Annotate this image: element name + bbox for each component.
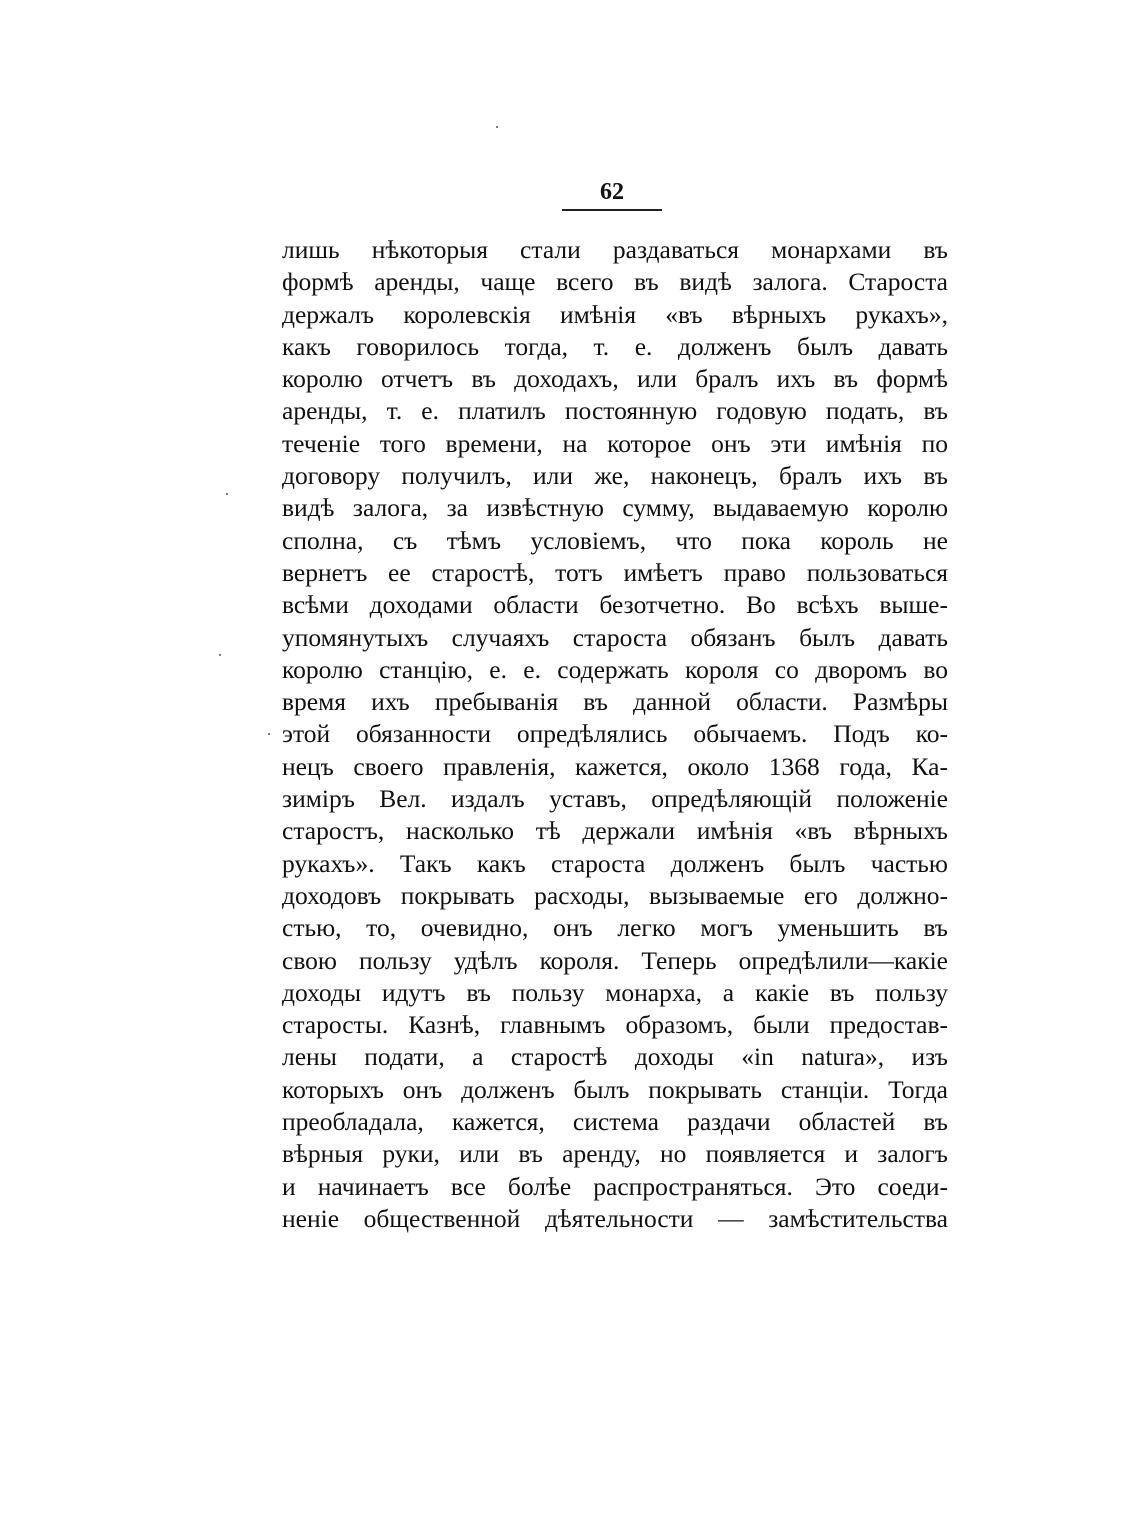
print-speck [268, 733, 270, 735]
text-line: королю станцію, е. е. содержать короля со дворомъ во [282, 654, 948, 684]
text-line: лишь нѣкоторыя стали раздаваться монархами въ [282, 235, 948, 264]
text-line: лены подати, а старостѣ доходы «in natura», изъ [282, 1042, 948, 1072]
text-line: держалъ королевскія имѣнія «въ вѣрныхъ рукахъ», [282, 299, 948, 329]
text-line: преобладала, кажется, система раздачи областей въ [282, 1107, 948, 1137]
text-line: старосты. Казнѣ, главнымъ образомъ, были предостав- [282, 1010, 948, 1040]
text-line: вѣрныя руки, или въ аренду, но появляется и залогъ [282, 1139, 948, 1169]
text-line: аренды, т. е. платилъ постоянную годовую подать, въ [282, 396, 948, 426]
text-line: этой обязанности опредѣлялись обычаемъ. Подъ ко- [282, 719, 948, 749]
text-line: какъ говорилось тогда, т. е. долженъ былъ давать [282, 331, 948, 361]
text-line: вернетъ ее старостѣ, тотъ имѣетъ право пользоваться [282, 557, 948, 587]
text-line: всѣми доходами области безотчетно. Во всѣхъ выше- [282, 590, 948, 620]
text-line: стью, то, очевидно, онъ легко могъ уменьшить въ [282, 913, 948, 943]
text-line: видѣ залога, за извѣстную сумму, выдаваемую королю [282, 493, 948, 523]
text-line: сполна, съ тѣмъ условіемъ, что пока король не [282, 525, 948, 555]
text-line: зиміръ Вел. издалъ уставъ, опредѣляющій положеніе [282, 784, 948, 814]
text-line: рукахъ». Такъ какъ староста долженъ былъ частью [282, 848, 948, 878]
text-line: доходовъ покрывать расходы, вызываемые его должно- [282, 880, 948, 910]
text-line: время ихъ пребыванія въ данной области. Размѣры [282, 687, 948, 717]
print-speck [226, 493, 228, 495]
text-line: и начинаетъ все болѣе распространяться. Это соеди- [282, 1171, 948, 1201]
print-speck [219, 654, 221, 656]
text-line: нецъ своего правленія, кажется, около 1368 года, Ка- [282, 751, 948, 781]
page-number-rule [562, 209, 662, 211]
text-line: доходы идутъ въ пользу монарха, а какіе въ пользу [282, 977, 948, 1007]
text-line: неніе общественной дѣятельности — замѣстительства [282, 1203, 948, 1233]
text-line: формѣ аренды, чаще всего въ видѣ залога. Староста [282, 267, 948, 297]
text-line: которыхъ онъ долженъ былъ покрывать станціи. Тогда [282, 1074, 948, 1104]
text-line: теченіе того времени, на которое онъ эти имѣнія по [282, 428, 948, 458]
text-line: свою пользу удѣлъ короля. Теперь опредѣлили—какіе [282, 945, 948, 975]
text-line: королю отчетъ въ доходахъ, или бралъ ихъ въ формѣ [282, 364, 948, 394]
page-number: 62 [600, 179, 624, 205]
body-text [282, 234, 948, 1235]
text-line: упомянутыхъ случаяхъ староста обязанъ былъ давать [282, 622, 948, 652]
text-line: договору получилъ, или же, наконецъ, бралъ ихъ въ [282, 461, 948, 491]
text-line: старостъ, насколько тѣ держали имѣнія «въ вѣрныхъ [282, 816, 948, 846]
print-speck [496, 126, 498, 128]
